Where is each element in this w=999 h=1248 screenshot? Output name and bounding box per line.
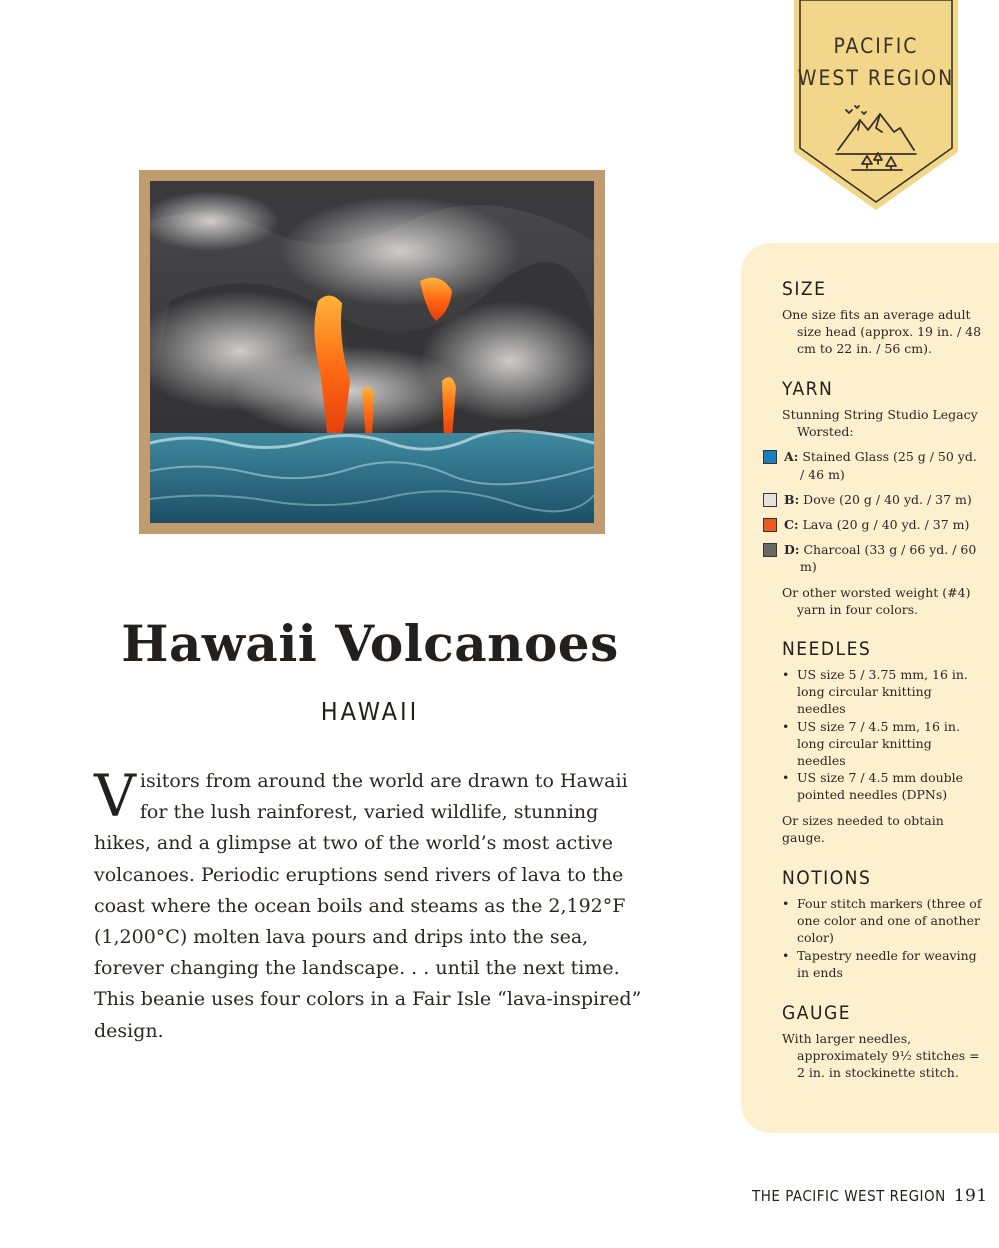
yarn-desc-b: Dove (20 g / 40 yd. / 37 m) <box>803 491 972 507</box>
footer-section: THE PACIFIC WEST REGION <box>752 1187 946 1205</box>
gauge-section <box>782 1002 982 1082</box>
yarn-letter-a: A: <box>784 449 799 465</box>
size-section <box>782 278 982 358</box>
size-heading: SIZE <box>782 278 827 300</box>
gauge-heading: GAUGE <box>782 1002 851 1024</box>
page-footer <box>752 1186 988 1206</box>
yarn-letter-b: B: <box>784 491 800 507</box>
photo-frame <box>139 170 605 534</box>
mountain-trees-icon <box>832 104 920 182</box>
needles-item-3: • US size 7 / 4.5 mm double pointed needles (DPNs) <box>782 769 982 803</box>
needles-heading: NEEDLES <box>782 638 872 660</box>
yarn-intro: Stunning String Studio Legacy Worsted: <box>782 407 978 440</box>
region-banner <box>792 0 960 212</box>
drop-cap: V <box>94 762 136 830</box>
swatch-b <box>763 493 777 507</box>
volcano-lava-ocean-photo <box>150 181 594 523</box>
banner-line-2: WEST REGION <box>797 66 955 90</box>
needles-item-2: • US size 7 / 4.5 mm, 16 in. long circular knitting needles <box>782 718 982 770</box>
yarn-desc-d: Charcoal (33 g / 66 yd. / 60 m) <box>800 542 977 575</box>
swatch-a <box>763 450 777 464</box>
notions-list <box>782 895 982 981</box>
yarn-color-d <box>782 541 982 575</box>
needles-item-1: • US size 5 / 3.75 mm, 16 in. long circular knitting needles <box>782 666 982 718</box>
yarn-letter-c: C: <box>784 517 799 533</box>
page-title: Hawaii Volcanoes <box>121 614 619 673</box>
page-number: 191 <box>953 1186 988 1206</box>
yarn-color-a <box>782 448 982 482</box>
needles-list <box>782 666 982 804</box>
yarn-color-b <box>782 491 982 508</box>
yarn-section <box>782 378 982 618</box>
notions-heading: NOTIONS <box>782 867 872 889</box>
intro-paragraph <box>94 762 642 1047</box>
state-subtitle: HAWAII <box>320 697 420 726</box>
gauge-text: With larger needles, approximately 9½ stitches = 2 in. in stockinette stitch. <box>782 1031 980 1081</box>
yarn-color-c <box>782 516 982 533</box>
needles-section <box>782 638 982 846</box>
yarn-letter-d: D: <box>784 542 800 558</box>
yarn-desc-c: Lava (20 g / 40 yd. / 37 m) <box>802 517 970 533</box>
yarn-heading: YARN <box>782 378 834 400</box>
banner-title <box>792 30 960 94</box>
yarn-desc-a: Stained Glass (25 g / 50 yd. / 46 m) <box>800 449 977 482</box>
needles-note: Or sizes needed to obtain gauge. <box>782 812 944 845</box>
yarn-note: Or other worsted weight (#4) yarn in four colors. <box>782 584 971 617</box>
banner-line-1: PACIFIC <box>833 34 919 58</box>
notions-item-2: • Tapestry needle for weaving in ends <box>782 947 982 981</box>
intro-text: isitors from around the world are drawn to Hawaii for the lush rainforest, varied wildlife, stunning hikes, and a glimpse at two of the world’s most active volcanoes. Periodic eruptions send rivers of lava to the coast where the ocean boils and steams as the 2,192°F (1,200°C) molten lava pours and drips into the sea, forever changing the landscape. . . until the next time. This beanie uses four colors in a Fair Isle “lava-inspired” design. <box>94 770 642 1042</box>
swatch-c <box>763 518 777 532</box>
size-text: One size fits an average adult size head (approx. 19 in. / 48 cm to 22 in. / 56 cm). <box>782 307 982 357</box>
notions-item-1: • Four stitch markers (three of one color and one of another color) <box>782 895 982 947</box>
notions-section <box>782 867 982 981</box>
swatch-d <box>763 543 777 557</box>
